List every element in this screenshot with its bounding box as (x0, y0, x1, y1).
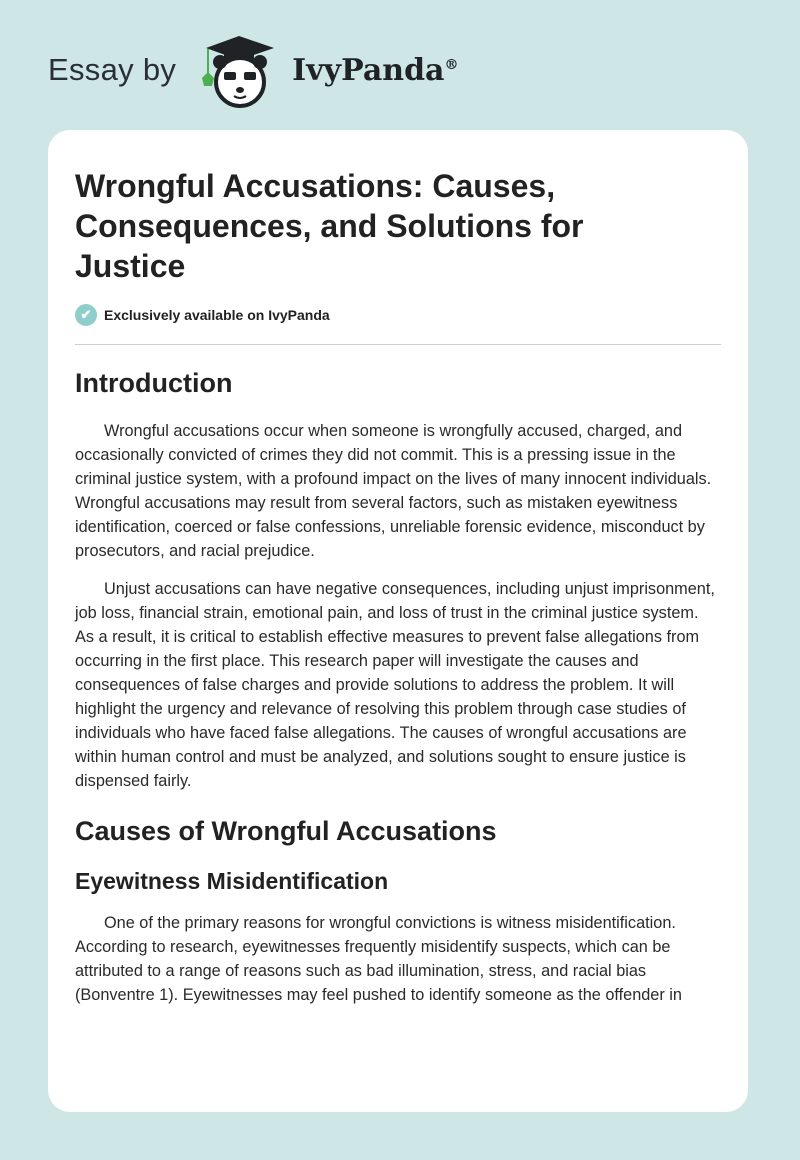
brand-text: IvyPanda (292, 52, 445, 88)
heading-eyewitness: Eyewitness Misidentification (75, 868, 389, 894)
essay-card (48, 130, 748, 1112)
registered-mark: ® (444, 56, 459, 73)
brand-name (292, 53, 458, 88)
heading-causes: Causes of Wrongful Accusations (75, 816, 497, 846)
exclusive-badge-label: Exclusively available on IvyPanda (104, 307, 330, 323)
page-title: Wrongful Accusations: Causes, Consequences, and Solutions for Justice (75, 168, 584, 284)
paragraph: Wrongful accusations occur when someone is wrongfully accused, charged, and occasionally convicted of crimes they did not commit. This is a pressing issue in the criminal justice system, with a profound impact on the lives of many innocent individuals. Wrongful accusations may result from several factors, such as mistaken eyewitness identification, coerced or false confessions, unreliable forensic evidence, misconduct by prosecutors, and racial prejudice. (75, 422, 712, 560)
ivypanda-logo-icon[interactable] (194, 30, 284, 110)
heading-introduction: Introduction (75, 368, 233, 398)
essay-by-label: Essay by (48, 52, 177, 87)
exclusive-badge (75, 304, 721, 326)
paragraph: One of the primary reasons for wrongful convictions is witness misidentification. According to research, eyewitnesses frequently misidentify suspects, which can be attributed to a range of reasons such as bad illumination, stress, and racial bias (Bonventre 1). Eyewitnesses may feel pushed to identify someone as the offender in (75, 914, 682, 1004)
check-icon: ✔ (75, 304, 97, 326)
divider (75, 344, 721, 345)
site-header (48, 30, 459, 110)
paragraph: Unjust accusations can have negative consequences, including unjust imprisonment, job loss, financial strain, emotional pain, and loss of trust in the criminal justice system. As a result, it is critical to establish effective measures to prevent false allegations from occurring in the first place. This research paper will investigate the causes and consequences of false charges and provide solutions to address the problem. It will highlight the urgency and relevance of resolving this problem through case studies of individuals who have faced false allegations. The causes of wrongful accusations are within human control and must be analyzed, and solutions sought to ensure justice is dispensed fairly. (75, 580, 715, 790)
